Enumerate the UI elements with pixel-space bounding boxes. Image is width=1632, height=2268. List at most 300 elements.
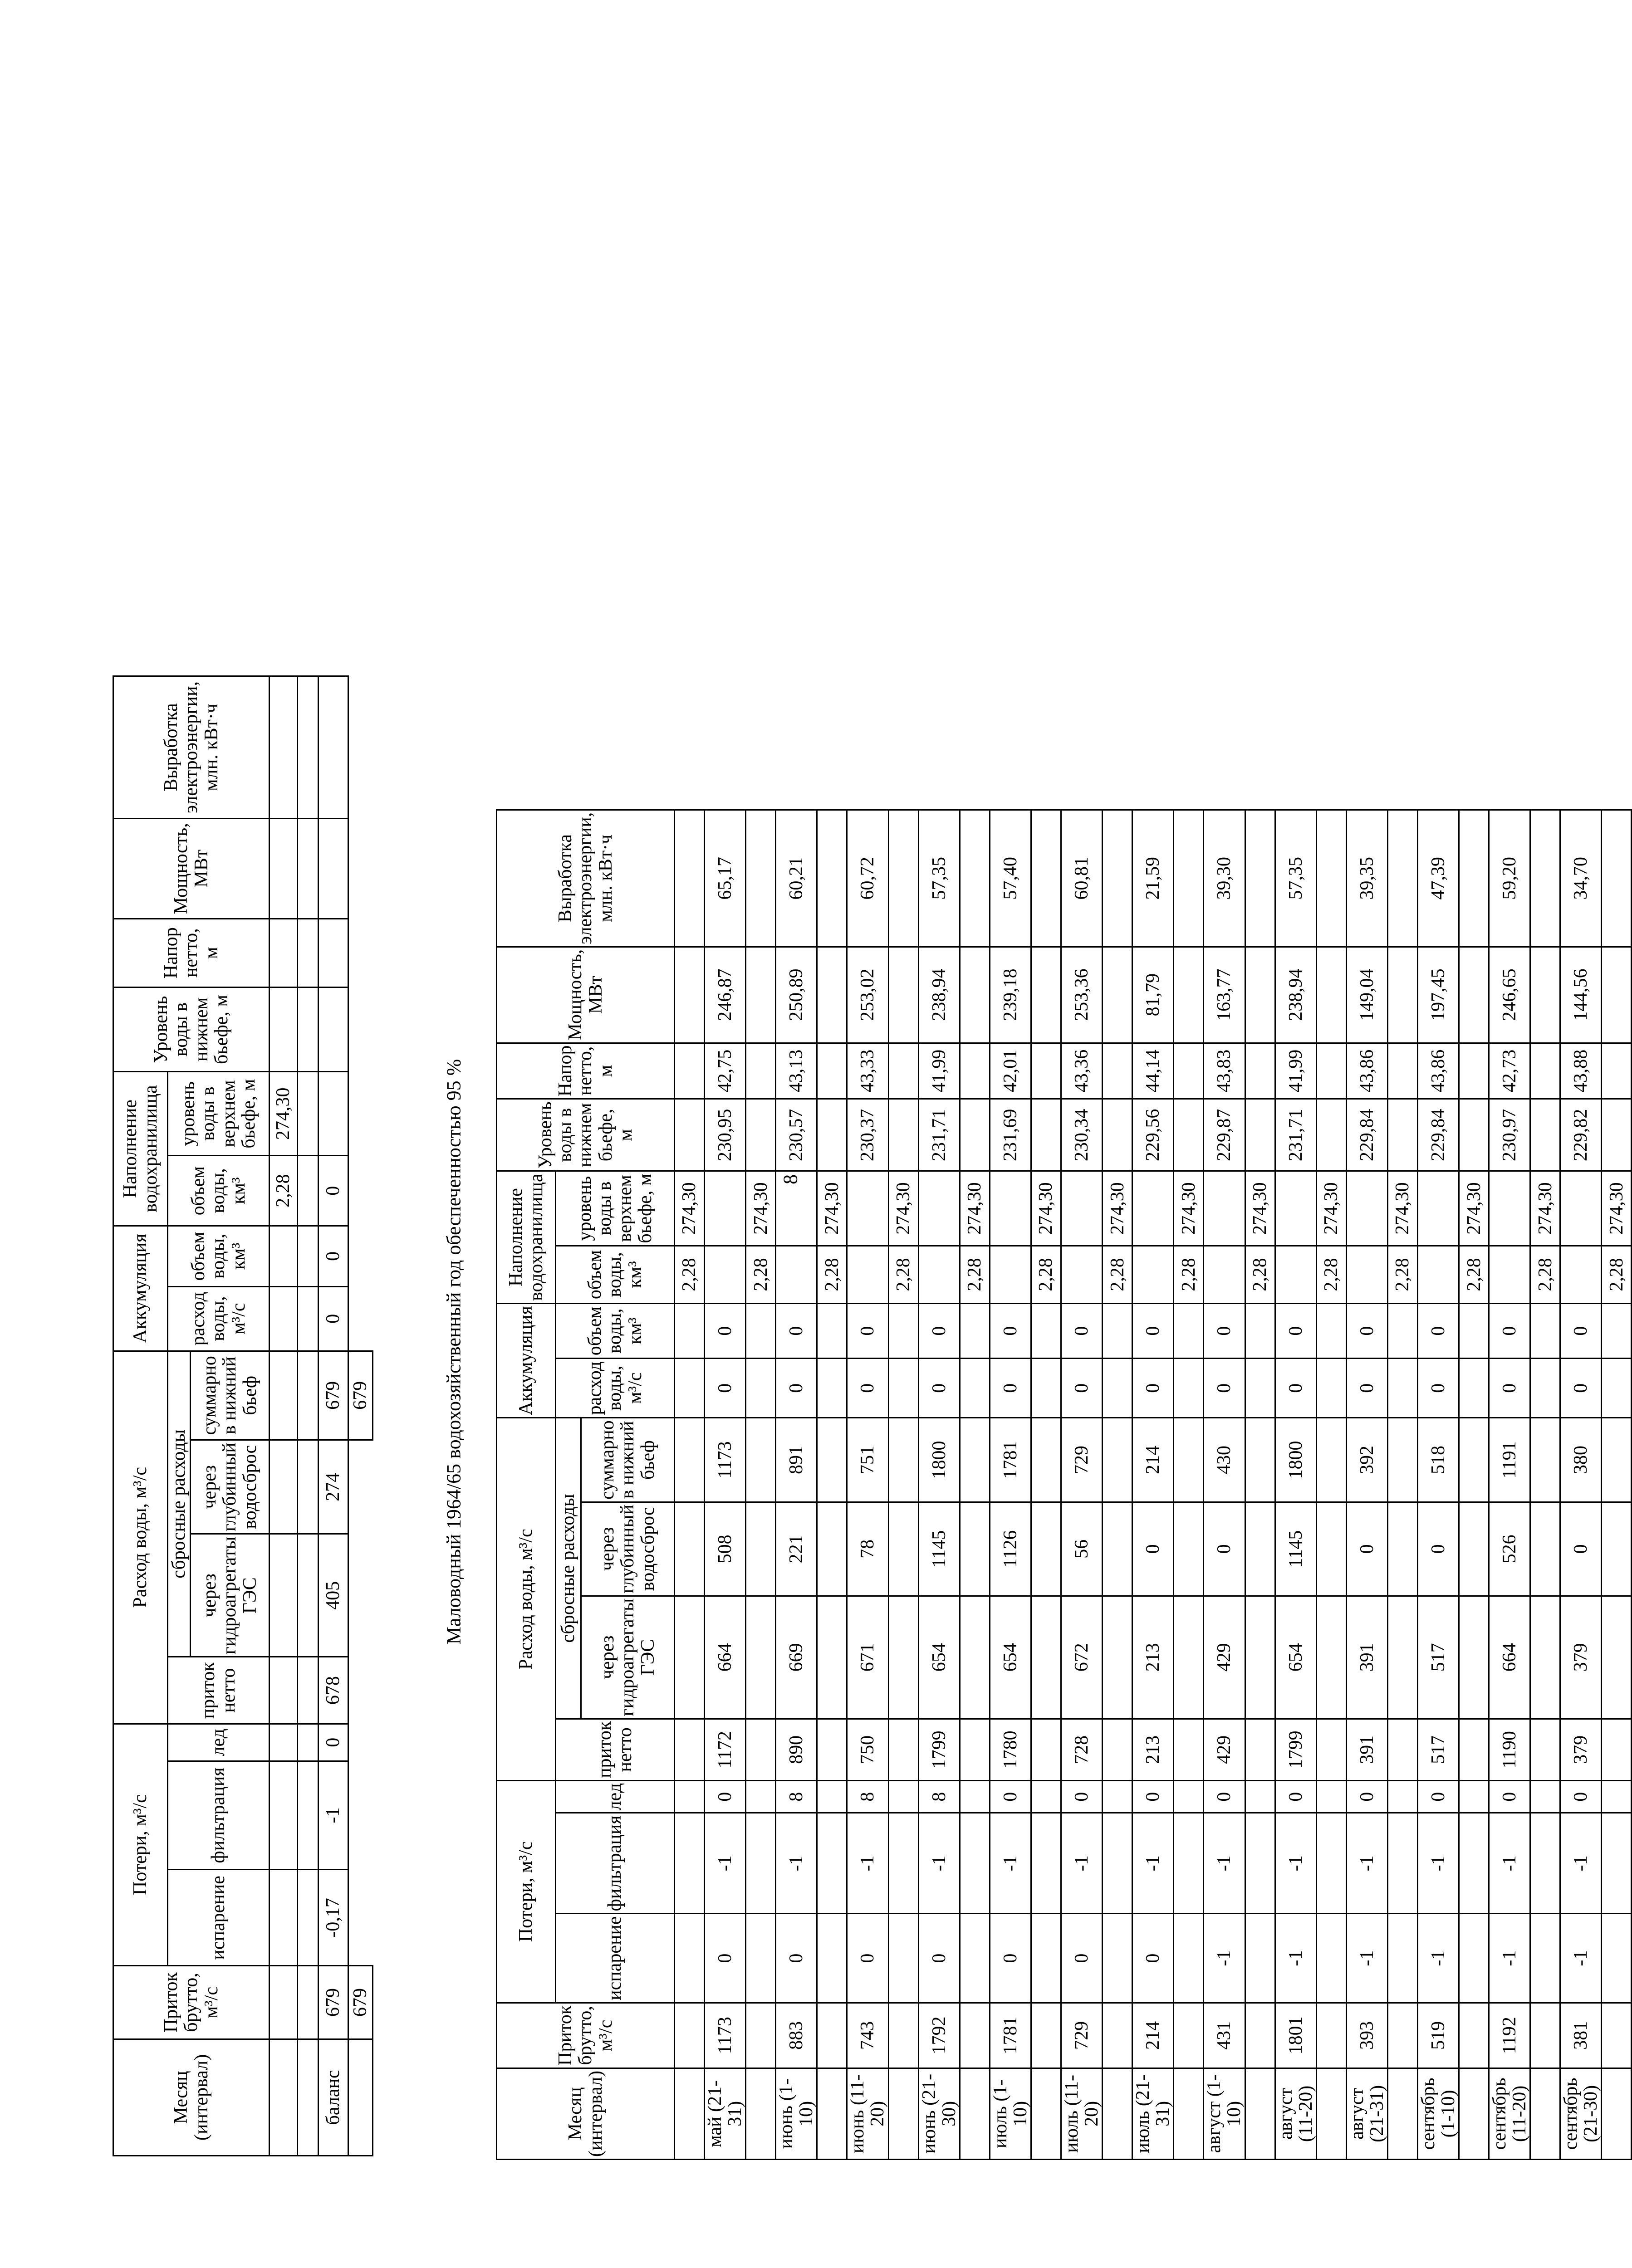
cell-head-net: 41,99 [918, 1043, 960, 1099]
cell-spillway: 0 [1346, 1502, 1387, 1596]
cell-energy: 21,59 [1132, 810, 1174, 947]
cell-filtration: -1 [1417, 1813, 1459, 1914]
cell-total-inflow: 679 [348, 1966, 373, 2039]
cell-acc-flow: 0 [1061, 1359, 1102, 1418]
cell-filtration: -1 [847, 1813, 888, 1914]
cell-acc-flow: 0 [1560, 1359, 1602, 1418]
header-discharge: сбросные расходы [168, 1351, 191, 1657]
cell-inflow-gross: 883 [776, 2003, 817, 2068]
cell-turbines: 664 [705, 1596, 746, 1719]
cell-turbines: 391 [1346, 1596, 1387, 1719]
cell-ice: 0 [1489, 1780, 1530, 1813]
table-row [1275, 810, 1316, 2159]
header-filtration: фильтрация [168, 1761, 270, 1870]
cell-inflow-net: 1799 [918, 1719, 960, 1780]
cell-inflow-net: 678 [319, 1657, 348, 1724]
header-energy: Выработка электроэнергии, млн. кВт·ч [113, 676, 270, 819]
cell-fill-volume: 2,28 [888, 1246, 918, 1303]
cell-head-net: 44,14 [1132, 1043, 1174, 1099]
cell-power: 81,79 [1132, 947, 1174, 1043]
cell-downstream-level: 231,71 [918, 1099, 960, 1171]
cell-downstream-level: 230,97 [1489, 1099, 1530, 1171]
cell-total: 1191 [1489, 1418, 1530, 1502]
cell-power: 253,36 [1061, 947, 1102, 1043]
table-subtitle: Маловодный 1964/65 водохозяйственный год обеспеченностью 95 % [442, 1059, 465, 1645]
cell-inflow-gross: 1792 [918, 2003, 960, 2068]
cell-power: 144,56 [1560, 947, 1602, 1043]
cell-inflow-gross: 519 [1417, 2003, 1459, 2068]
table-row [847, 810, 888, 2159]
header-discharge: сбросные расходы [556, 1418, 581, 1719]
cell-ice: 8 [776, 1780, 817, 1813]
header-power: Мощность, МВт [113, 819, 270, 919]
cell-upstream-level: 274,30 [1103, 1171, 1132, 1246]
cell-downstream-level: 230,95 [705, 1099, 746, 1171]
cell-power: 163,77 [1204, 947, 1245, 1043]
fill-row [1103, 810, 1132, 2159]
cell-total: 1800 [918, 1418, 960, 1502]
cell-fill-volume: 2,28 [746, 1246, 776, 1303]
header-ice: лед [168, 1724, 270, 1761]
header-losses: Потери, м³/с [113, 1724, 168, 1965]
cell-fill-volume: 2,28 [1103, 1246, 1132, 1303]
cell-month: июль (21-31) [1132, 2068, 1174, 2159]
balance-row [319, 676, 348, 2156]
cell-acc-volume: 0 [776, 1304, 817, 1359]
cell-upstream-level: 274,30 [1174, 1171, 1204, 1246]
header-reservoir-fill: Наполнение водохранилища [113, 1072, 168, 1226]
header-fill-volume: объем воды, км³ [556, 1246, 675, 1303]
cell-turbines: 654 [918, 1596, 960, 1719]
cell-acc-flow: 0 [1346, 1359, 1387, 1418]
cell-total: 729 [1061, 1418, 1102, 1502]
cell-ice: 8 [847, 1780, 888, 1813]
cell-inflow-gross: 743 [847, 2003, 888, 2068]
cell-turbines: 517 [1417, 1596, 1459, 1719]
cell-inflow-net: 890 [776, 1719, 817, 1780]
cell-power: 238,94 [918, 947, 960, 1043]
header-ice: лед [556, 1780, 675, 1813]
cell-ice: 8 [918, 1780, 960, 1813]
cell-fill-volume: 2,28 [960, 1246, 990, 1303]
cell-spillway: 0 [1417, 1502, 1459, 1596]
cell-downstream-level: 229,56 [1132, 1099, 1174, 1171]
water-balance-table [496, 809, 1632, 2160]
cell-inflow-net: 429 [1204, 1719, 1245, 1780]
cell-total: 679 [319, 1351, 348, 1440]
cell-ice: 0 [1132, 1780, 1174, 1813]
cell-energy: 60,21 [776, 810, 817, 947]
cell-head-net: 43,33 [847, 1043, 888, 1099]
cell-month: июль (11-20) [1061, 2068, 1102, 2159]
header-month: Месяц (интервал) [497, 2068, 675, 2159]
cell-energy: 60,72 [847, 810, 888, 947]
cell-spillway: 0 [1560, 1502, 1602, 1596]
cell-acc-volume: 0 [847, 1304, 888, 1359]
cell-ice: 0 [1204, 1780, 1245, 1813]
cell-energy: 39,30 [1204, 810, 1245, 947]
cell-acc-flow: 0 [776, 1359, 817, 1418]
cell-energy: 57,35 [1275, 810, 1316, 947]
cell-month: август (21-31) [1346, 2068, 1387, 2159]
cell-fill-volume: 0 [319, 1156, 348, 1226]
cell-total: 1800 [1275, 1418, 1316, 1502]
cell-inflow-gross: 1801 [1275, 2003, 1316, 2068]
cell-acc-flow: 0 [1275, 1359, 1316, 1418]
cell-fill-volume: 2,28 [1245, 1246, 1275, 1303]
cell-ice: 0 [990, 1780, 1031, 1813]
header-inflow-gross: Приток брутто, м³/с [113, 1966, 270, 2039]
header-inflow-net: приток нетто [556, 1719, 675, 1780]
cell-evaporation: -1 [1346, 1914, 1387, 2003]
cell-downstream-level: 229,87 [1204, 1099, 1245, 1171]
cell-turbines: 664 [1489, 1596, 1530, 1719]
cell-inflow-gross: 1781 [990, 2003, 1031, 2068]
cell-head-net: 42,01 [990, 1043, 1031, 1099]
cell-head-net: 43,13 [776, 1043, 817, 1099]
cell-head-net: 42,73 [1489, 1043, 1530, 1099]
header-through-spillway: через глубинный водосброс [581, 1502, 675, 1596]
cell-inflow-net: 1780 [990, 1719, 1031, 1780]
cell-acc-flow: 0 [847, 1359, 888, 1418]
cell-month: май (21-31) [705, 2068, 746, 2159]
balance-label: баланс [319, 2039, 348, 2156]
cell-energy: 59,20 [1489, 810, 1530, 947]
cell-upstream-level: 274,30 [1459, 1171, 1489, 1246]
cell-month: июнь (11-20) [847, 2068, 888, 2159]
header-acc-flow: расход воды, м³/с [168, 1286, 270, 1351]
cell-fill-volume: 2,28 [1602, 1246, 1632, 1303]
cell-fill-volume: 2,28 [1031, 1246, 1061, 1303]
cell-evaporation: 0 [776, 1914, 817, 2003]
cell-ice: 0 [1346, 1780, 1387, 1813]
fill-row [746, 810, 776, 2159]
cell-acc-volume: 0 [1061, 1304, 1102, 1359]
cell-inflow-net: 391 [1346, 1719, 1387, 1780]
cell-spillway: 0 [1132, 1502, 1174, 1596]
cell-inflow-gross: 431 [1204, 2003, 1245, 2068]
cell-evaporation: -1 [1204, 1914, 1245, 2003]
cell-power: 253,02 [847, 947, 888, 1043]
cell-spillway: 221 [776, 1502, 817, 1596]
cell-acc-flow: 0 [705, 1359, 746, 1418]
cell-acc-volume: 0 [705, 1304, 746, 1359]
cell-upstream-level: 274,30 [1316, 1171, 1346, 1246]
cell-filtration: -1 [990, 1813, 1031, 1914]
cell-evaporation: -0,17 [319, 1870, 348, 1966]
cell-acc-volume: 0 [1489, 1304, 1530, 1359]
cell-ice: 0 [1560, 1780, 1602, 1813]
header-through-turbines: через гидроагрегаты ГЭС [191, 1534, 270, 1657]
cell-head-net: 42,75 [705, 1043, 746, 1099]
cell-downstream-level: 231,69 [990, 1099, 1031, 1171]
cell-head-net: 43,83 [1204, 1043, 1245, 1099]
cell-downstream-level: 230,37 [847, 1099, 888, 1171]
cell-power: 246,87 [705, 947, 746, 1043]
header-evaporation: испарение [556, 1914, 675, 2003]
cell-inflow-net: 213 [1132, 1719, 1174, 1780]
cell-evaporation: 0 [990, 1914, 1031, 2003]
table-row [990, 810, 1031, 2159]
cell-acc-volume: 0 [1560, 1304, 1602, 1359]
header-total-downstream: суммарно в нижний бьеф [191, 1351, 270, 1440]
fill-row [817, 810, 847, 2159]
header-inflow-gross: Приток брутто, м³/с [497, 2003, 675, 2068]
cell-fill-volume: 2,28 [817, 1246, 847, 1303]
cell-downstream-level: 230,57 [776, 1099, 817, 1171]
fill-row [1174, 810, 1204, 2159]
cell-spillway: 274 [319, 1440, 348, 1534]
cell-upstream-level: 274,30 [1530, 1171, 1560, 1246]
cell-acc-flow: 0 [990, 1359, 1031, 1418]
cell-inflow-gross: 679 [319, 1966, 348, 2039]
header-upstream-level: уровень воды в верхнем бьефе, м [168, 1072, 270, 1156]
header-downstream-level: Уровень воды в нижнем бьефе, м [497, 1099, 675, 1171]
cell-acc-volume: 0 [1346, 1304, 1387, 1359]
table-row [1346, 810, 1387, 2159]
cell-inflow-gross: 729 [1061, 2003, 1102, 2068]
cell-month: июнь (21-30) [918, 2068, 960, 2159]
header-month: Месяц (интервал) [113, 2039, 270, 2156]
cell-acc-volume: 0 [1132, 1304, 1174, 1359]
header-filtration: фильтрация [556, 1813, 675, 1914]
cell-filtration: -1 [1275, 1813, 1316, 1914]
cell-spillway: 1145 [918, 1502, 960, 1596]
cell-power: 197,45 [1417, 947, 1459, 1043]
cell-evaporation: -1 [1417, 1914, 1459, 2003]
cell-filtration: -1 [918, 1813, 960, 1914]
header-evaporation: испарение [168, 1870, 270, 1966]
header-reservoir-fill: Наполнение водохранилища [497, 1171, 556, 1304]
fill-row [1530, 810, 1560, 2159]
totals-row [348, 676, 373, 2156]
cell-inflow-gross: 1192 [1489, 2003, 1530, 2068]
cell-evaporation: -1 [1560, 1914, 1602, 2003]
header-head-net: Напор нетто, м [113, 919, 270, 987]
cell-energy: 65,17 [705, 810, 746, 947]
fill-row [960, 810, 990, 2159]
fill-row [1031, 810, 1061, 2159]
cell-ice: 0 [1417, 1780, 1459, 1813]
header-losses: Потери, м³/с [497, 1780, 556, 2003]
table-row [1061, 810, 1102, 2159]
cell-turbines: 671 [847, 1596, 888, 1719]
cell-head-net: 43,36 [1061, 1043, 1102, 1099]
table-row [776, 810, 817, 2159]
cell-month: август (11-20) [1275, 2068, 1316, 2159]
cell-turbines: 213 [1132, 1596, 1174, 1719]
table-2-wrapper [496, 809, 1632, 2160]
cell-inflow-gross: 393 [1346, 2003, 1387, 2068]
cell-turbines: 654 [1275, 1596, 1316, 1719]
cell-acc-volume: 0 [918, 1304, 960, 1359]
upstream-level-cell: 274,30 [270, 1072, 298, 1156]
cell-ice: 0 [705, 1780, 746, 1813]
cell-inflow-gross: 214 [1132, 2003, 1174, 2068]
cell-total: 518 [1417, 1418, 1459, 1502]
header-upstream-level: уровень воды в верхнем бьефе, м [556, 1171, 675, 1246]
cell-turbines: 669 [776, 1596, 817, 1719]
table-row [1560, 810, 1602, 2159]
table-row [1417, 810, 1459, 2159]
cell-downstream-level: 229,84 [1346, 1099, 1387, 1171]
cell-evaporation: -1 [1275, 1914, 1316, 2003]
cell-filtration: -1 [1489, 1813, 1530, 1914]
cell-inflow-gross: 1173 [705, 2003, 746, 2068]
cell-turbines: 672 [1061, 1596, 1102, 1719]
cell-inflow-net: 1799 [1275, 1719, 1316, 1780]
cell-filtration: -1 [705, 1813, 746, 1914]
header-fill-volume: объем воды, км³ [168, 1156, 270, 1226]
cell-upstream-level: 274,30 [746, 1171, 776, 1246]
cell-power: 239,18 [990, 947, 1031, 1043]
fill-row [1602, 810, 1632, 2159]
fill-volume-cell: 2,28 [270, 1156, 298, 1226]
table-row [1204, 810, 1245, 2159]
summary-table [113, 675, 373, 2156]
cell-filtration: -1 [1132, 1813, 1174, 1914]
cell-acc-volume: 0 [319, 1226, 348, 1286]
cell-evaporation: -1 [1489, 1914, 1530, 2003]
cell-fill-volume: 2,28 [675, 1246, 705, 1303]
cell-filtration: -1 [1346, 1813, 1387, 1914]
header-acc-flow: расход воды, м³/с [556, 1359, 675, 1418]
cell-total: 380 [1560, 1418, 1602, 1502]
cell-total-downstream: 679 [348, 1351, 373, 1440]
cell-head-net: 43,86 [1417, 1043, 1459, 1099]
cell-spillway: 56 [1061, 1502, 1102, 1596]
cell-upstream-level: 274,30 [1387, 1171, 1417, 1246]
cell-turbines: 654 [990, 1596, 1031, 1719]
cell-filtration: -1 [776, 1813, 817, 1914]
cell-inflow-net: 728 [1061, 1719, 1102, 1780]
cell-downstream-level: 229,82 [1560, 1099, 1602, 1171]
cell-inflow-net: 1190 [1489, 1719, 1530, 1780]
cell-upstream-level: 274,30 [888, 1171, 918, 1246]
cell-inflow-gross: 381 [1560, 2003, 1602, 2068]
cell-acc-volume: 0 [1417, 1304, 1459, 1359]
cell-evaporation: 0 [918, 1914, 960, 2003]
cell-upstream-level: 274,30 [675, 1171, 705, 1246]
header-downstream-level: Уровень воды в нижнем бьефе, м [113, 987, 270, 1071]
cell-total: 214 [1132, 1418, 1174, 1502]
cell-acc-volume: 0 [990, 1304, 1031, 1359]
cell-spillway: 78 [847, 1502, 888, 1596]
cell-energy: 57,40 [990, 810, 1031, 947]
cell-acc-volume: 0 [1275, 1304, 1316, 1359]
cell-total: 891 [776, 1418, 817, 1502]
header-through-turbines: через гидроагрегаты ГЭС [581, 1596, 675, 1719]
cell-evaporation: 0 [705, 1914, 746, 2003]
cell-upstream-level: 274,30 [1031, 1171, 1061, 1246]
cell-inflow-net: 517 [1417, 1719, 1459, 1780]
cell-acc-flow: 0 [1132, 1359, 1174, 1418]
cell-evaporation: 0 [847, 1914, 888, 2003]
cell-acc-flow: 0 [1489, 1359, 1530, 1418]
fill-row [888, 810, 918, 2159]
cell-downstream-level: 230,34 [1061, 1099, 1102, 1171]
cell-fill-volume: 2,28 [1530, 1246, 1560, 1303]
cell-power: 246,65 [1489, 947, 1530, 1043]
cell-turbines: 379 [1560, 1596, 1602, 1719]
cell-filtration: -1 [1560, 1813, 1602, 1914]
cell-energy: 47,39 [1417, 810, 1459, 947]
cell-power: 238,94 [1275, 947, 1316, 1043]
cell-month: сентябрь (1-10) [1417, 2068, 1459, 2159]
cell-acc-flow: 0 [319, 1286, 348, 1351]
cell-inflow-net: 1172 [705, 1719, 746, 1780]
cell-upstream-level: 274,30 [960, 1171, 990, 1246]
cell-turbines: 405 [319, 1534, 348, 1657]
cell-energy: 60,81 [1061, 810, 1102, 947]
cell-fill-volume: 2,28 [1174, 1246, 1204, 1303]
cell-acc-flow: 0 [918, 1359, 960, 1418]
cell-filtration: -1 [1061, 1813, 1102, 1914]
header-inflow-net: приток нетто [168, 1657, 270, 1724]
cell-month: июль (1-10) [990, 2068, 1031, 2159]
cell-month: август (1-10) [1204, 2068, 1245, 2159]
cell-total: 1173 [705, 1418, 746, 1502]
cell-energy: 39,35 [1346, 810, 1387, 947]
header-through-spillway: через глубинный водосброс [191, 1440, 270, 1534]
header-accumulation: Аккумуляция [113, 1226, 168, 1351]
cell-head-net: 41,99 [1275, 1043, 1316, 1099]
initial-fill-row [675, 810, 705, 2159]
cell-upstream-level: 274,30 [817, 1171, 847, 1246]
cell-acc-volume: 0 [1204, 1304, 1245, 1359]
cell-acc-flow: 0 [1204, 1359, 1245, 1418]
cell-evaporation: 0 [1061, 1914, 1102, 2003]
cell-spillway: 1145 [1275, 1502, 1316, 1596]
table-row [1132, 810, 1174, 2159]
cell-ice: 0 [1275, 1780, 1316, 1813]
header-acc-volume: объем воды, км³ [556, 1304, 675, 1359]
cell-acc-flow: 0 [1417, 1359, 1459, 1418]
page-number: 8 [779, 1174, 802, 1184]
cell-upstream-level: 274,30 [1602, 1171, 1632, 1246]
cell-power: 149,04 [1346, 947, 1387, 1043]
cell-power: 250,89 [776, 947, 817, 1043]
table-row [705, 810, 746, 2159]
cell-spillway: 508 [705, 1502, 746, 1596]
table-row [918, 810, 960, 2159]
table-1-wrapper [113, 675, 373, 2156]
cell-downstream-level: 229,84 [1417, 1099, 1459, 1171]
cell-energy: 34,70 [1560, 810, 1602, 947]
header-head-net: Напор нетто, м [497, 1043, 675, 1099]
header-energy: Выработка электроэнергии, млн. кВт·ч [497, 810, 675, 947]
cell-total: 430 [1204, 1418, 1245, 1502]
cell-spillway: 526 [1489, 1502, 1530, 1596]
cell-month: сентябрь (21-30) [1560, 2068, 1602, 2159]
cell-ice: 0 [319, 1724, 348, 1761]
fill-row [1245, 810, 1275, 2159]
header-total-downstream: суммарно в нижний бьеф [581, 1418, 675, 1502]
cell-inflow-net: 379 [1560, 1719, 1602, 1780]
cell-total: 751 [847, 1418, 888, 1502]
cell-total: 1781 [990, 1418, 1031, 1502]
table-row [1489, 810, 1530, 2159]
cell-head-net: 43,86 [1346, 1043, 1387, 1099]
cell-downstream-level: 231,71 [1275, 1099, 1316, 1171]
cell-evaporation: 0 [1132, 1914, 1174, 2003]
cell-turbines: 429 [1204, 1596, 1245, 1719]
cell-month: июнь (1-10) [776, 2068, 817, 2159]
table-2-body [675, 810, 1632, 2159]
cell-inflow-net: 750 [847, 1719, 888, 1780]
cell-total: 392 [1346, 1418, 1387, 1502]
fill-row [1459, 810, 1489, 2159]
